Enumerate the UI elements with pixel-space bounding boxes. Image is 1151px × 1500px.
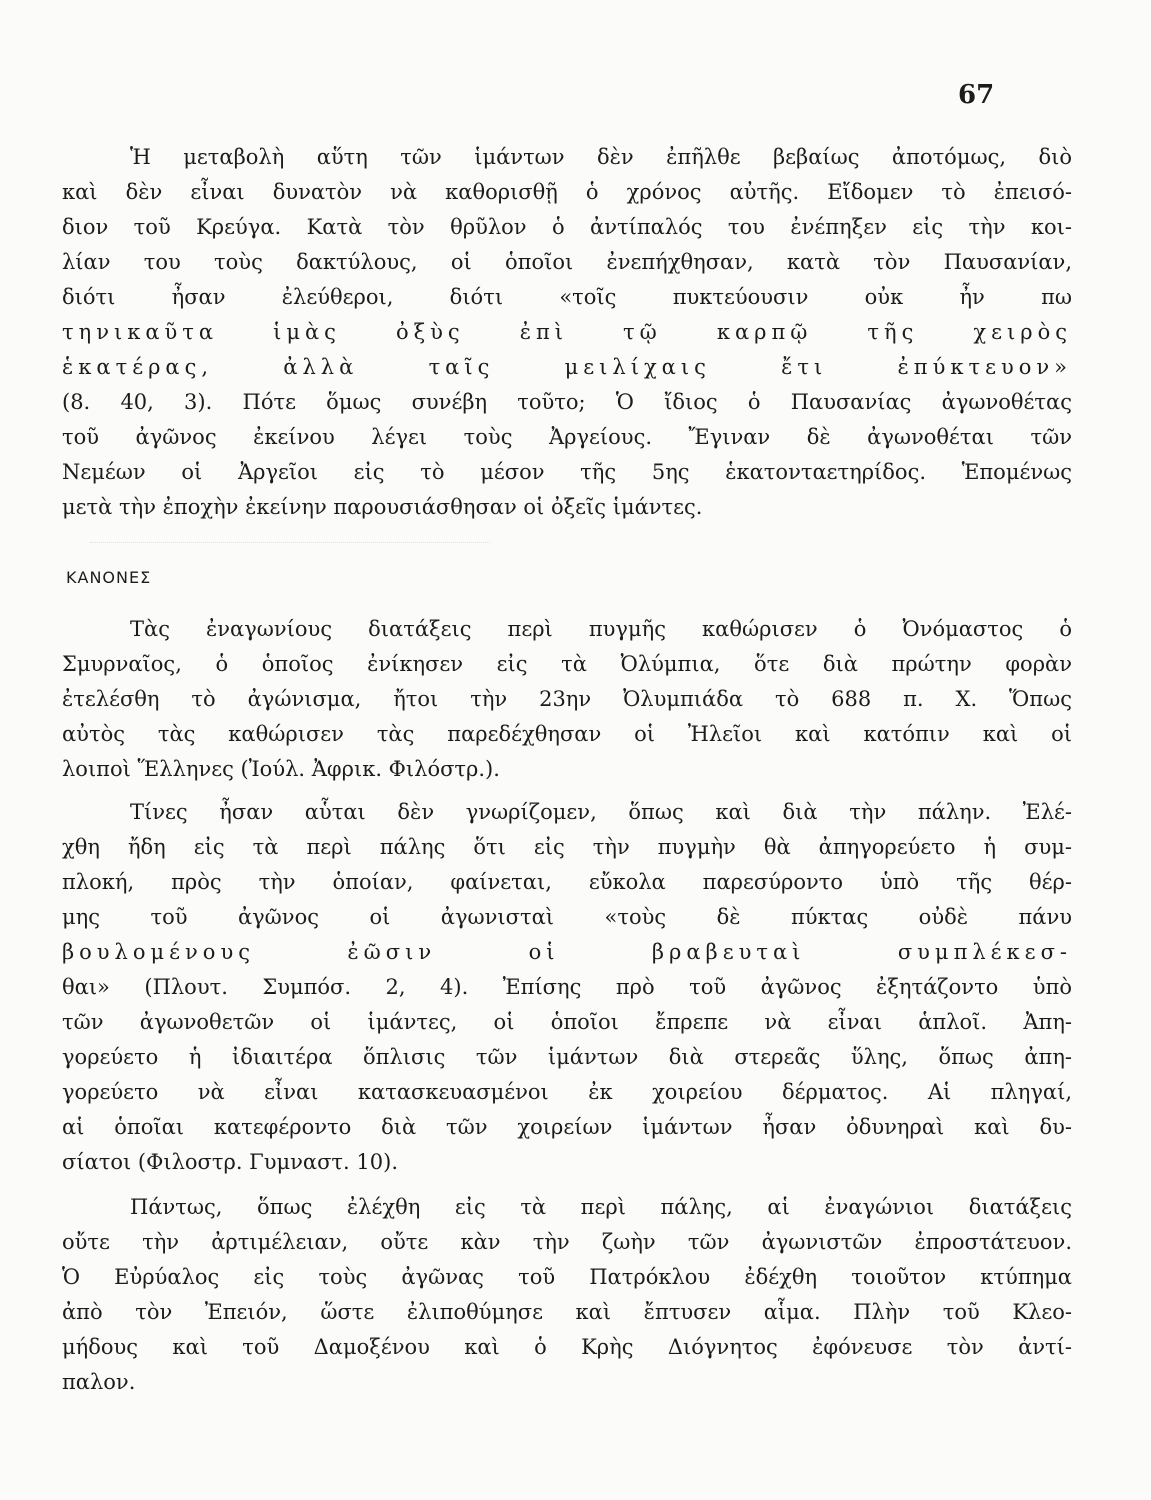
text-line: ἐτελέσθη τὸ ἀγώνισμα, ἤτοι τὴν 23ην Ὀλυμπιάδα τὸ 688 π. Χ. Ὅπως <box>62 687 1072 711</box>
text-line: Πάντως, ὅπως ἐλέχθη εἰς τὰ περὶ πάλης, αἱ ἐναγώνιοι διατάξεις <box>130 1195 1072 1219</box>
text-line: διον τοῦ Κρεύγα. Κατὰ τὸν θρῦλον ὁ ἀντίπαλός του ἐνέπηξεν εἰς τὴν κοι- <box>62 215 1072 239</box>
page-number: 67 <box>958 80 995 110</box>
text-line: μης τοῦ ἀγῶνος οἱ ἀγωνισταὶ «τοὺς δὲ πύκτας οὐδὲ πάνυ <box>62 905 1072 929</box>
text-line: γορεύετο νὰ εἶναι κατασκευασμένοι ἐκ χοιρείου δέρματος. Αἱ πληγαί, <box>62 1080 1072 1104</box>
text-line: Ὁ Εὐρύαλος εἰς τοὺς ἀγῶνας τοῦ Πατρόκλου ἐδέχθη τοιοῦτον κτύπημα <box>62 1265 1072 1289</box>
paragraph-2 <box>62 612 1072 787</box>
text-line: θαι» (Πλουτ. Συμπόσ. 2, 4). Ἐπίσης πρὸ τοῦ ἀγῶνος ἐξητάζοντο ὑπὸ <box>62 975 1072 999</box>
text-line: τοῦ ἀγῶνος ἐκείνου λέγει τοὺς Ἀργείους. Ἔγιναν δὲ ἀγωνοθέται τῶν <box>62 425 1072 449</box>
text-line: (8. 40, 3). Πότε ὅμως συνέβη τοῦτο; Ὁ ἴδιος ὁ Παυσανίας ἀγωνοθέτας <box>62 390 1072 414</box>
text-line: λίαν του τοὺς δακτύλους, οἱ ὁποῖοι ἐνεπήχθησαν, κατὰ τὸν Παυσανίαν, <box>62 250 1072 274</box>
text-line: Τὰς ἐναγωνίους διατάξεις περὶ πυγμῆς καθώρισεν ὁ Ὀνόμαστος ὁ <box>130 617 1072 641</box>
text-line: χθη ἤδη εἰς τὰ περὶ πάλης ὅτι εἰς τὴν πυγμὴν θὰ ἀπηγορεύετο ἡ συμ- <box>62 835 1072 859</box>
faint-bleedthrough <box>90 542 490 551</box>
text-line: Ἡ μεταβολὴ αὕτη τῶν ἱμάντων δὲν ἐπῆλθε βεβαίως ἀποτόμως, διὸ <box>130 145 1072 169</box>
paragraph-3 <box>62 795 1072 1180</box>
text-line: βουλομένους ἐῶσιν οἱ βραβευταὶ συμπλέκεσ- <box>62 940 1072 964</box>
text-line: τῶν ἀγωνοθετῶν οἱ ἱμάντες, οἱ ὁποῖοι ἔπρεπε νὰ εἶναι ἁπλοῖ. Ἀπη- <box>62 1010 1072 1034</box>
text-line: σίατοι (Φιλοστρ. Γυμναστ. 10). <box>62 1150 398 1174</box>
text-line: οὔτε τὴν ἀρτιμέλειαν, οὔτε κὰν τὴν ζωὴν τῶν ἀγωνιστῶν ἐπροστάτευον. <box>62 1230 1072 1254</box>
section-heading: ΚΑΝΟΝΕΣ <box>66 568 152 587</box>
text-line: μετὰ τὴν ἐποχὴν ἐκείνην παρουσιάσθησαν οἱ ὀξεῖς ἱμάντες. <box>62 495 703 519</box>
text-line: αἱ ὁποῖαι κατεφέροντο διὰ τῶν χοιρείων ἱμάντων ἦσαν ὀδυνηραὶ καὶ δυ- <box>62 1115 1072 1139</box>
text-line: παλον. <box>62 1370 136 1394</box>
text-line: λοιποὶ Ἕλληνες (Ἰούλ. Ἀφρικ. Φιλόστρ.). <box>62 757 500 781</box>
paragraph-4 <box>62 1190 1072 1400</box>
text-line: ἀπὸ τὸν Ἐπειόν, ὥστε ἐλιποθύμησε καὶ ἔπτυσεν αἷμα. Πλὴν τοῦ Κλεο- <box>62 1300 1072 1324</box>
text-line: τηνικαῦτα ἱμὰς ὀξὺς ἐπὶ τῷ καρπῷ τῆς χειρὸς <box>62 320 1072 344</box>
text-line: διότι ἦσαν ἐλεύθεροι, διότι «τοῖς πυκτεύουσιν οὐκ ἦν πω <box>62 285 1072 309</box>
text-line: μήδους καὶ τοῦ Δαμοξένου καὶ ὁ Κρὴς Διόγνητος ἐφόνευσε τὸν ἀντί- <box>62 1335 1072 1359</box>
paragraph-1 <box>62 140 1072 525</box>
text-line: γορεύετο ἡ ἰδιαιτέρα ὅπλισις τῶν ἱμάντων διὰ στερεᾶς ὕλης, ὅπως ἀπη- <box>62 1045 1072 1069</box>
text-line: Σμυρναῖος, ὁ ὁποῖος ἐνίκησεν εἰς τὰ Ὀλύμπια, ὅτε διὰ πρώτην φορὰν <box>62 652 1072 676</box>
text-line: Νεμέων οἱ Ἀργεῖοι εἰς τὸ μέσον τῆς 5ης ἑκατονταετηρίδος. Ἑπομένως <box>62 460 1072 484</box>
text-line: αὐτὸς τὰς καθώρισεν τὰς παρεδέχθησαν οἱ Ἠλεῖοι καὶ κατόπιν καὶ οἱ <box>62 722 1072 746</box>
text-line: Τίνες ἦσαν αὗται δὲν γνωρίζομεν, ὅπως καὶ διὰ τὴν πάλην. Ἐλέ- <box>130 800 1072 824</box>
text-line: καὶ δὲν εἶναι δυνατὸν νὰ καθορισθῇ ὁ χρόνος αὐτῆς. Εἴδομεν τὸ ἐπεισό- <box>62 180 1072 204</box>
text-line: πλοκή, πρὸς τὴν ὁποίαν, φαίνεται, εὔκολα παρεσύροντο ὑπὸ τῆς θέρ- <box>62 870 1072 894</box>
text-line: ἑκατέρας, ἀλλὰ ταῖς μειλίχαις ἔτι ἐπύκτευον» <box>62 355 1072 379</box>
